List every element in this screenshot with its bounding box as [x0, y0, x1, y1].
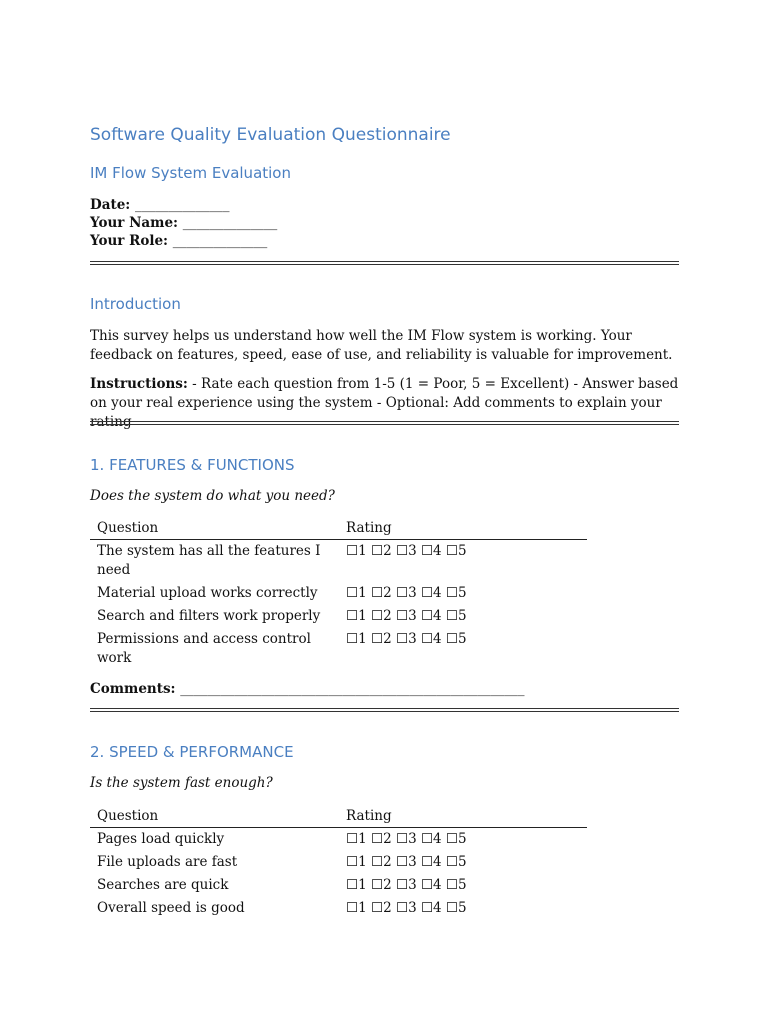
column-header-rating: Rating	[339, 807, 587, 828]
table-row	[90, 874, 587, 897]
introduction-heading: Introduction	[90, 295, 181, 313]
table-row	[90, 605, 587, 628]
rating-checkboxes[interactable]: ☐1 ☐2 ☐3 ☐4 ☐5	[346, 877, 467, 893]
table-header-row	[90, 519, 587, 540]
question-cell: Overall speed is good	[97, 900, 245, 916]
name-blank: ______________	[182, 215, 278, 231]
comments-field	[90, 681, 525, 697]
features-table	[90, 519, 587, 670]
page-subtitle: IM Flow System Evaluation	[90, 164, 291, 182]
column-header-question: Question	[90, 519, 339, 540]
question-cell: Material upload works correctly	[97, 585, 318, 601]
rating-checkboxes[interactable]: ☐1 ☐2 ☐3 ☐4 ☐5	[346, 608, 467, 624]
divider	[90, 261, 679, 265]
instructions-label: Instructions:	[90, 376, 188, 392]
introduction-text: This survey helps us understand how well the IM Flow system is working. Your feedback on features, speed, ease of use, and reliability is valuable for improvement.	[90, 328, 673, 363]
divider	[90, 421, 679, 425]
table-row	[90, 628, 587, 670]
role-label: Your Role:	[90, 233, 169, 249]
section-prompt-speed: Is the system fast enough?	[90, 775, 273, 791]
question-cell: File uploads are fast	[97, 854, 238, 870]
page-title: Software Quality Evaluation Questionnaire	[90, 125, 451, 145]
rating-checkboxes[interactable]: ☐1 ☐2 ☐3 ☐4 ☐5	[346, 631, 467, 647]
name-label: Your Name:	[90, 215, 179, 231]
question-cell: Search and filters work properly	[97, 608, 321, 624]
question-cell: Pages load quickly	[97, 831, 225, 847]
column-header-question: Question	[90, 807, 339, 828]
section-prompt-features: Does the system do what you need?	[90, 488, 335, 504]
table-header-row	[90, 807, 587, 828]
table-row	[90, 897, 587, 920]
instructions-body: - Rate each question from 1-5 (1 = Poor, 5 = Excellent) - Answer based on your real experience using the system - Optional: Add comments to explain your rating	[90, 376, 679, 430]
rating-checkboxes[interactable]: ☐1 ☐2 ☐3 ☐4 ☐5	[346, 585, 467, 601]
column-header-rating: Rating	[339, 519, 587, 540]
comments-label: Comments:	[90, 681, 176, 697]
table-row	[90, 828, 587, 852]
rating-checkboxes[interactable]: ☐1 ☐2 ☐3 ☐4 ☐5	[346, 854, 467, 870]
rating-checkboxes[interactable]: ☐1 ☐2 ☐3 ☐4 ☐5	[346, 900, 467, 916]
section-heading-speed: 2. SPEED & PERFORMANCE	[90, 743, 294, 761]
table-row	[90, 851, 587, 874]
section-heading-features: 1. FEATURES & FUNCTIONS	[90, 456, 295, 474]
name-field	[90, 214, 277, 232]
rating-checkboxes[interactable]: ☐1 ☐2 ☐3 ☐4 ☐5	[346, 831, 467, 847]
question-cell: The system has all the features I need	[97, 543, 321, 578]
date-blank: ______________	[134, 197, 230, 213]
date-field	[90, 196, 277, 214]
divider	[90, 708, 679, 712]
table-row	[90, 540, 587, 583]
rating-checkboxes[interactable]: ☐1 ☐2 ☐3 ☐4 ☐5	[346, 543, 467, 559]
question-cell: Searches are quick	[97, 877, 229, 893]
speed-table	[90, 807, 587, 920]
comments-blank[interactable]: ___________________________________________________	[180, 681, 525, 697]
question-cell: Permissions and access control work	[97, 631, 311, 666]
role-field	[90, 232, 277, 250]
respondent-fields	[90, 196, 277, 250]
role-blank: ______________	[172, 233, 268, 249]
date-label: Date:	[90, 197, 131, 213]
table-row	[90, 582, 587, 605]
